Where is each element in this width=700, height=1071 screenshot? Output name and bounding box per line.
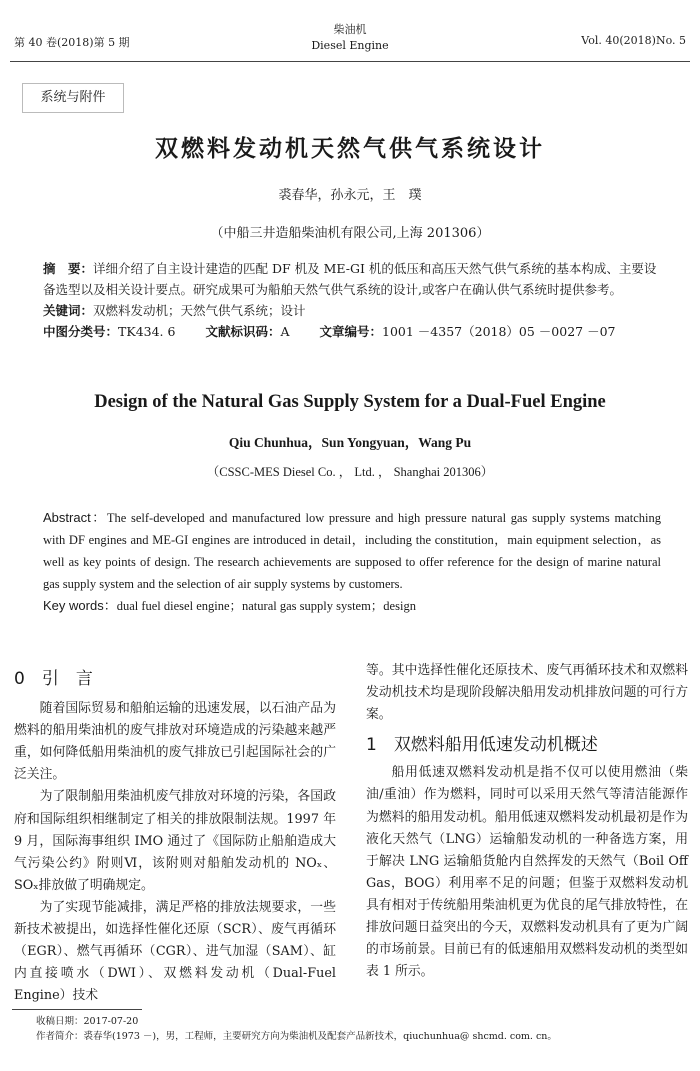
author-bio: 作者简介：裘春华(1973 －)，男，工程师，主要研究方向为柴油机及配套产品新技术，qiuchunhua@ shcmd. com. cn。 (36, 1031, 557, 1042)
en-affiliation: （CSSC-MES Diesel Co. ， Ltd. ， Shanghai 201306） (206, 465, 494, 479)
section0-heading: 0 引 言 (14, 669, 93, 689)
class-value: TK434. 6 (118, 324, 176, 339)
section1-para1: 船用低速双燃料发动机是指不仅可以使用燃油（柴油/重油）作为燃料，同时可以采用天然气等清洁能源作为燃料的船用发动机。船用低速双燃料发动机最初是作为液化天然气（LNG）运输船发动机的一种备选方案，用于解决 LNG 运输船货舱内自然挥发的天然气（Boil Off Gas，BOG）利用率不足的问题；但鉴于双燃料发动机具有相对于传统船用柴油机更为优良的尾气排放特性，在排放问题日益突出的今天，双燃料发动机具有了更为广阔的市场前景。目前已有的低速船用双燃料发动机的类型如表 1 所示。 (366, 765, 688, 980)
class-label: 中图分类号： (43, 324, 119, 339)
cn-affiliation: （中船三井造船柴油机有限公司,上海 201306） (210, 226, 490, 241)
en-keywords-label: Key words： (43, 598, 117, 613)
cn-abstract (43, 258, 661, 342)
section0-para1: 随着国际贸易和船舶运输的迅速发展，以石油产品为燃料的船用柴油机的废气排放对环境造成的污染越来越严重，如何降低船用柴油机的废气排放已引起国际社会的广泛关注。 (14, 701, 336, 783)
section0-para2: 为了限制船用柴油机废气排放对环境的污染，各国政府和国际组织相继制定了相关的排放限制法规。1997 年 9 月，国际海事组织 IMO 通过了《国际防止船舶造成大气污染公约》附则Ⅵ，该附则对船舶发动机的 NOₓ、SOₓ排放做了明确规定。 (14, 789, 336, 893)
section0-para3-cont: 等。其中选择性催化还原技术、废气再循环技术和双燃料发动机技术均是现阶段解决船用发动机排放问题的可行方案。 (366, 663, 688, 723)
section1-heading: 1 双燃料船用低速发动机概述 (366, 735, 598, 756)
left-column (14, 668, 336, 1007)
en-abstract-para (43, 507, 661, 595)
header-divider (10, 61, 690, 62)
en-authors: Qiu Chunhua，Sun Yongyuan，Wang Pu (228, 435, 472, 450)
section0-para3: 为了实现节能减排，满足严格的排放法规要求，一些新技术被提出，如选择性催化还原（SCR）、废气再循环（EGR）、燃气再循环（CGR）、进气加湿（SAM）、缸内直接喷水（DWI）、双燃料发动机（Dual-Fuel Engine）技术 (14, 899, 336, 1004)
journal-issue-cn: 第 40 卷(2018)第 5 期 (14, 36, 130, 49)
cn-title: 双燃料发动机天然气供气系统设计 (155, 136, 545, 162)
cn-keywords-text: 双燃料发动机；天然气供气系统；设计 (93, 303, 306, 318)
article-no-label: 文章编号： (319, 324, 383, 339)
right-column (366, 660, 688, 983)
footnote (36, 1014, 557, 1044)
footnote-divider (12, 1009, 142, 1010)
section-tag: 系统与附件 (22, 83, 124, 113)
en-abstract-label: Abstract： (43, 510, 107, 525)
en-keywords (43, 595, 661, 617)
cn-classification (43, 321, 661, 342)
doc-code-value: A (280, 324, 290, 339)
en-abstract (43, 507, 661, 617)
en-title: Design of the Natural Gas Supply System for a Dual-Fuel Engine (94, 392, 606, 412)
cn-abstract-para (43, 258, 661, 300)
journal-issue-en: Vol. 40(2018)No. 5 (581, 34, 686, 47)
cn-abstract-label: 摘 要： (43, 261, 94, 276)
en-keywords-text: dual fuel diesel engine；natural gas supply system；design (116, 599, 416, 613)
doc-code-label: 文献标识码： (205, 324, 281, 339)
received-date: 收稿日期：2017-07-20 (36, 1016, 139, 1027)
cn-keywords-label: 关键词： (43, 303, 94, 318)
article-no-value: 1001 －4357（2018）05 －0027 －07 (382, 324, 616, 339)
cn-abstract-text: 详细介绍了自主设计建造的匹配 DF 机及 ME-GI 机的低压和高压天然气供气系统的基本构成、主要设备选型以及相关设计要点。研究成果可为船舶天然气供气系统的设计,或客户在确认供气系统时提供参考。 (43, 261, 657, 297)
cn-authors: 裘春华，孙永元，王 璞 (278, 188, 422, 203)
en-abstract-text: The self-developed and manufactured low pressure and high pressure natural gas supply systems matching with DF engines and ME-GI engines are introduced in detail，including the constitution，main equipment selection，as well as key points of design. The research achievements are supposed to offer reference for the design of marine natural gas supply system and the selection of air supply systems by customers. (43, 511, 661, 591)
journal-name-en: Diesel Engine (311, 39, 389, 52)
cn-keywords (43, 300, 661, 321)
journal-name-cn: 柴油机 (333, 23, 367, 36)
